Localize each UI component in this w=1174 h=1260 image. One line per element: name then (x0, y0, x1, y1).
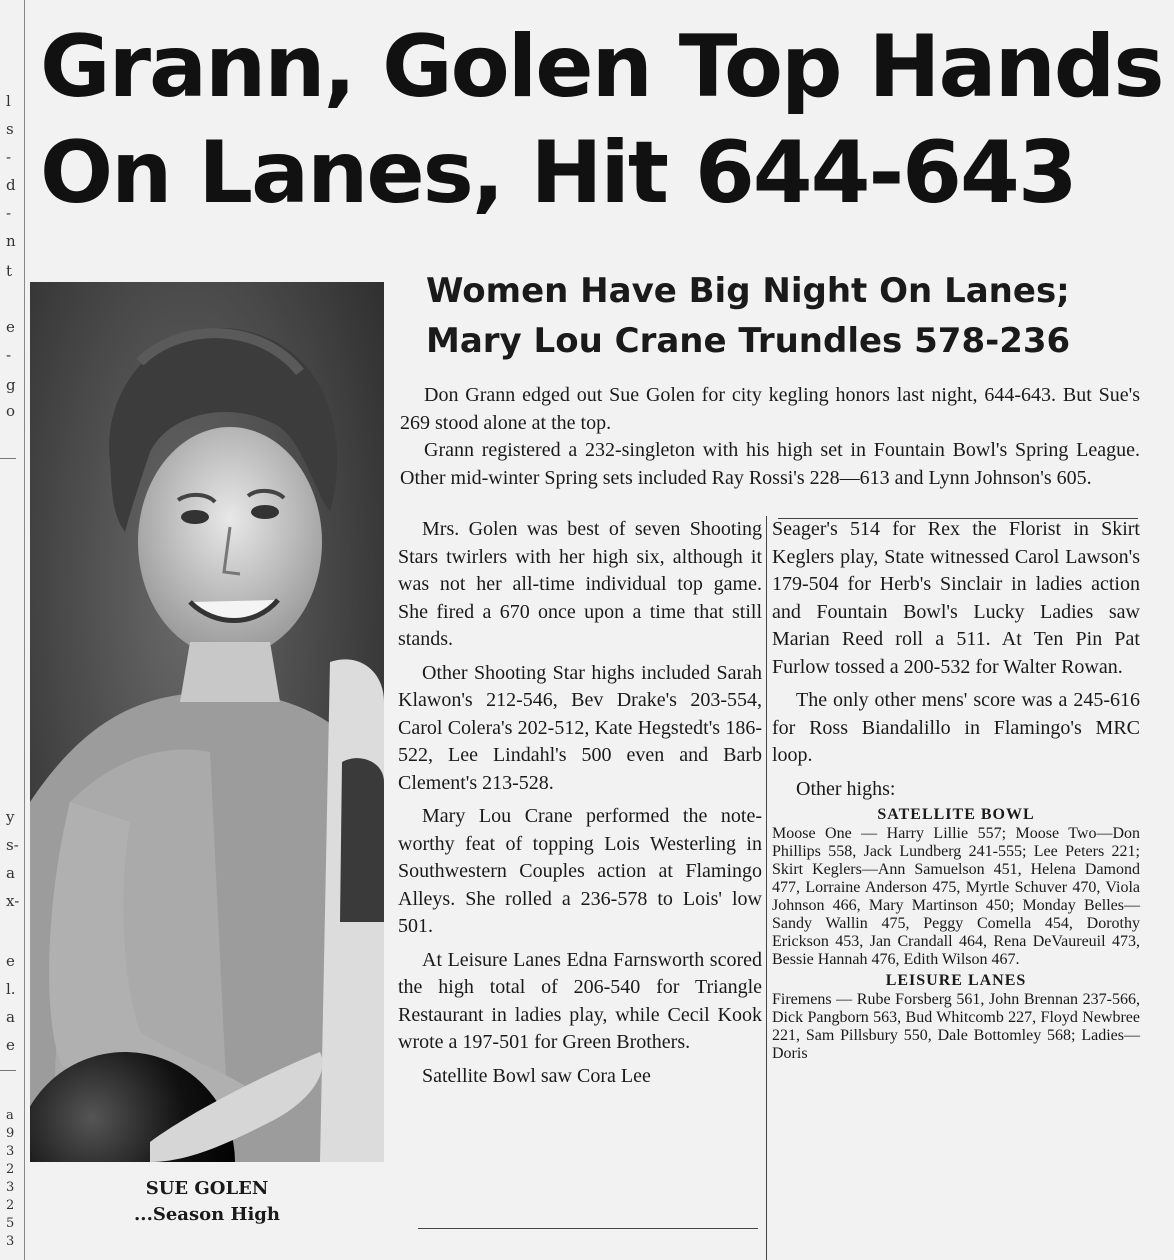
gutter-fragment: a (6, 1108, 14, 1123)
gutter-fragment: - (6, 346, 12, 364)
gutter-fragment: l. (6, 980, 16, 998)
gutter-fragment: e (6, 1036, 15, 1054)
gutter-fragment: s- (6, 836, 19, 854)
gutter-fragment: s (6, 120, 14, 138)
gutter-fragment: 2 (6, 1162, 15, 1177)
gutter-fragment: 2 (6, 1198, 15, 1213)
gutter-fragment: 3 (6, 1234, 15, 1249)
headline (40, 14, 1163, 226)
lead-paragraph: Grann registered a 232-singleton with his high set in Fountain Bowl's Spring League. Other mid-winter Spring sets included Ray Rossi's 228—613 and Lynn Johnson's 605. (400, 439, 1140, 489)
gutter-fragment: - (6, 148, 12, 166)
results-section (772, 805, 1140, 969)
photo-caption (30, 1176, 384, 1228)
body-paragraph: Mary Lou Crane performed the note-worthy feat of topping Lois Westerling in Southwestern Couples action at Flamingo Alleys. She rolled a 236-578 to Lois' low 501. (398, 805, 762, 937)
gutter-fragment: 3 (6, 1180, 15, 1195)
subheadline (426, 266, 1146, 366)
gutter-fragment: l (6, 92, 11, 110)
caption-subtitle: ...Season High (134, 1204, 280, 1225)
article-lead (400, 382, 1140, 492)
gutter-fragment: 9 (6, 1126, 15, 1141)
gutter-fragment: o (6, 402, 16, 420)
bowler-photo-image (30, 282, 384, 1162)
body-paragraph: Seager's 514 for Rex the Florist in Skirt Keglers play, State witnessed Carol Lawson's 179-504 for Herb's Sinclair in ladies action and Fountain Bowl's Lucky Ladies saw Marian Reed roll a 511. At Ten Pin Pat Furlow tossed a 200-532 for Walter Rowan. (772, 518, 1140, 678)
gutter-fragment: e (6, 318, 15, 336)
gutter-fragment: 5 (6, 1216, 15, 1231)
bowler-photo (30, 282, 384, 1162)
adjacent-column-fragment (0, 0, 24, 1260)
gutter-fragment: e (6, 952, 15, 970)
results-section (772, 971, 1140, 1063)
lead-paragraph: Don Grann edged out Sue Golen for city kegling honors last night, 644-643. But Sue's 269 stood alone at the top. (400, 384, 1140, 434)
column-bottom-rule (418, 1228, 758, 1229)
body-paragraph: At Leisure Lanes Edna Farnsworth scored the high total of 206-540 for Triangle Restaurant in ladies play, while Cecil Kook wrote a 197-501 for Green Brothers. (398, 948, 762, 1053)
gutter-fragment: g (6, 376, 16, 394)
gutter-fragment: t (6, 262, 13, 280)
article-column-middle (398, 516, 762, 1090)
caption-name: SUE GOLEN (145, 1178, 269, 1199)
gutter-fragment: n (6, 232, 16, 250)
body-paragraph: Satellite Bowl saw Cora Lee (422, 1064, 651, 1087)
gutter-divider (0, 1070, 16, 1071)
results-text: Firemens — Rube Forsberg 561, John Brennan 237-566, Dick Pangborn 563, Bud Whitcomb 227, Floyd Newbree 221, Sam Pillsbury 550, Dale Bottomley 568; Ladies—Doris (772, 991, 1140, 1062)
column-rule (24, 0, 25, 1260)
body-paragraph: Mrs. Golen was best of seven Shooting Stars twirlers with her high six, although it was not her all-time individual top game. She fired a 670 once upon a time that still stands. (398, 518, 762, 650)
other-highs-label: Other highs: (796, 777, 896, 800)
results-heading: SATELLITE BOWL (877, 806, 1035, 823)
gutter-fragment: - (6, 204, 12, 222)
gutter-fragment: a (6, 864, 15, 882)
gutter-fragment: d (6, 176, 16, 194)
headline-line-1: Grann, Golen Top Hands (40, 17, 1163, 117)
gutter-fragment: y (6, 808, 15, 826)
results-heading: LEISURE LANES (885, 972, 1027, 989)
column-divider (766, 516, 767, 1260)
body-paragraph: The only other mens' score was a 245-616 for Ross Biandalillo in Flamingo's MRC loop. (772, 689, 1140, 766)
gutter-fragment: 3 (6, 1144, 15, 1159)
subheadline-line-1: Women Have Big Night On Lanes; (426, 271, 1070, 311)
subheadline-line-2: Mary Lou Crane Trundles 578-236 (426, 321, 1071, 361)
article-column-right (772, 516, 1140, 1063)
headline-line-2: On Lanes, Hit 644-643 (40, 123, 1076, 223)
gutter-fragment: a (6, 1008, 15, 1026)
body-paragraph: Other Shooting Star highs included Sarah Klawon's 212-546, Bev Drake's 203-554, Carol Colera's 202-512, Kate Hegstedt's 186-522, Lee Lindahl's 500 even and Barb Clement's 213-528. (398, 661, 762, 794)
results-text: Moose One — Harry Lillie 557; Moose Two—Don Phillips 558, Jack Lundberg 241-555; Lee Peters 221; Skirt Keglers—Ann Samuelson 451, Helena Damond 477, Lorraine Anderson 475, Myrtle Schuver 470, Viola Johnson 466, Mary Martinson 450; Monday Belles—Sandy Wallin 475, Peggy Comella 454, Dorothy Erickson 453, Jan Crandall 464, Rena DeVaureuil 473, Bessie Hannah 476, Edith Wilson 467. (772, 825, 1140, 968)
gutter-fragment: x- (6, 892, 20, 910)
gutter-divider (0, 458, 16, 459)
